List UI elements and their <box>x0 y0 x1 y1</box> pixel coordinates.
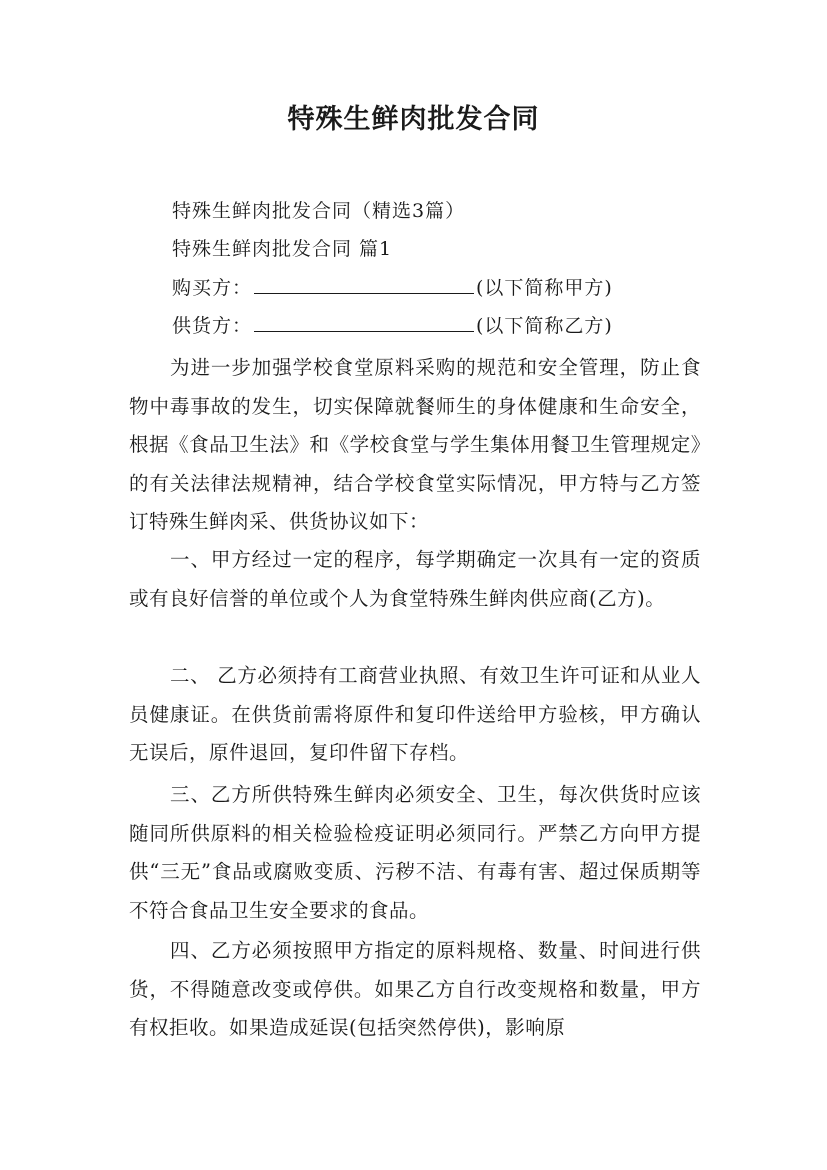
buyer-blank-field <box>254 275 474 294</box>
document-title: 特殊生鲜肉批发合同 <box>287 104 540 135</box>
supplier-blank-field <box>254 313 474 332</box>
paragraph-clause-2: 二、 乙方必须持有工商营业执照、有效卫生许可证和从业人员健康证。在供货前需将原件和复印件送给甲方验核，甲方确认无误后，原件退回，复印件留下存档。 <box>129 664 701 764</box>
buyer-label: 购买方： <box>172 277 253 299</box>
supplier-line <box>172 313 613 339</box>
paragraph-clause-1: 一、甲方经过一定的程序，每学期确定一次具有一定的资质或有良好信誉的单位或个人为食堂特殊生鲜肉供应商(乙方)。 <box>129 548 701 610</box>
supplier-label: 供货方： <box>172 315 253 337</box>
paragraph-clause-4: 四、乙方必须按照甲方指定的原料规格、数量、时间进行供货，不得随意改变或停供。如果乙方自行改变规格和数量，甲方有权拒收。如果造成延误(包括突然停供)，影响原 <box>129 939 701 1039</box>
supplier-suffix: (以下简称乙方) <box>476 315 613 337</box>
paragraph-clause-3: 三、乙方所供特殊生鲜肉必须安全、卫生，每次供货时应该随同所供原料的相关检验检疫证明必须同行。严禁乙方向甲方提供“三无”食品或腐败变质、污秽不洁、有毒有害、超过保质期等不符合食品卫生安全要求的食品。 <box>129 783 701 922</box>
document-subtitle: 特殊生鲜肉批发合同（精选3篇） <box>172 200 466 222</box>
buyer-line <box>172 275 613 301</box>
paragraph-preamble: 为进一步加强学校食堂原料采购的规范和安全管理，防止食物中毒事故的发生，切实保障就餐师生的身体健康和生命安全，根据《食品卫生法》和《学校食堂与学生集体用餐卫生管理规定》的有关法律法规精神，结合学校食堂实际情况，甲方特与乙方签订特殊生鲜肉采、供货协议如下： <box>129 356 701 533</box>
buyer-suffix: (以下简称甲方) <box>476 277 613 299</box>
section-heading: 特殊生鲜肉批发合同 篇1 <box>172 238 393 260</box>
